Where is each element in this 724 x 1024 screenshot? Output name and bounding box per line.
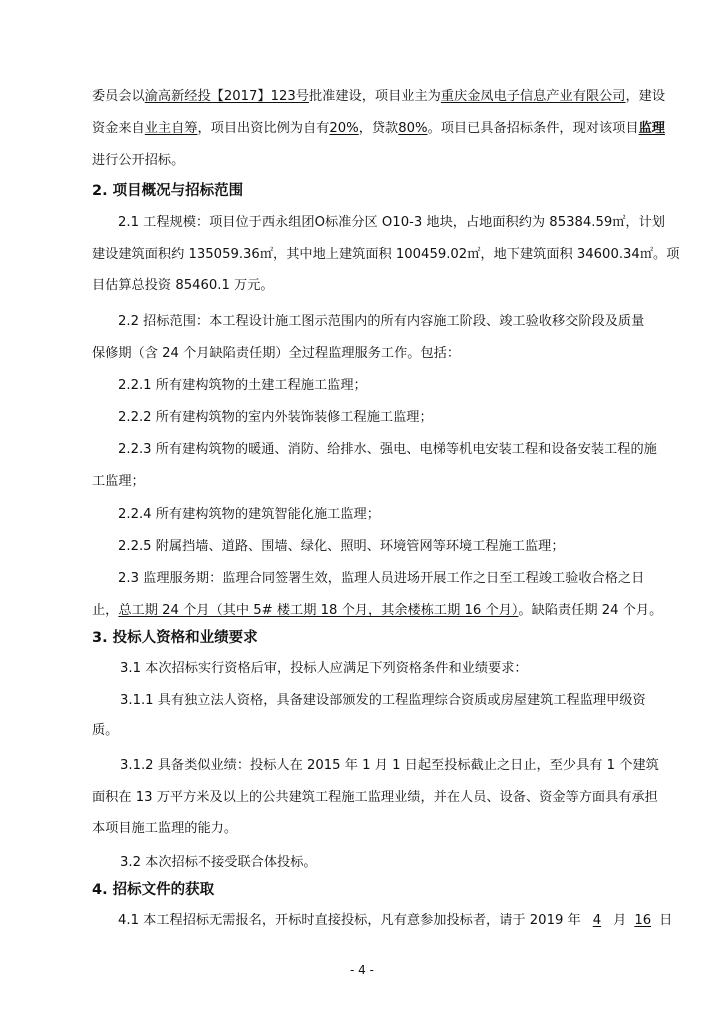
text-segment: 月: [613, 913, 627, 928]
scope-item-2-2-5: 2.2.5 附属挡墙、道路、围墙、绿化、照明、环境管网等环境工程施工监理；: [118, 539, 565, 554]
para1-line2: [92, 120, 665, 138]
project-owner: 重庆金凤电子信息产业有限公司: [440, 89, 626, 104]
approval-number: 渝高新经投【2017】123号: [144, 89, 309, 104]
scope-item-2-2-3-cont: 工监理；: [92, 474, 145, 489]
section2-line: 2.1 工程规模：项目位于西永组团O标准分区 O10-3 地块，占地面积约为 85384.59㎡，计划: [118, 215, 665, 230]
service-period: 2.3 监理服务期：监理合同签署生效，监理人员进场开展工作之日至工程竣工验收合格之日: [118, 571, 645, 586]
text-segment: 批准建设，项目业主为: [308, 89, 441, 104]
text-segment: 。项目已具备招标条件，现对该项目: [427, 121, 639, 136]
text-segment: 4.1 本工程招标无需报名，开标时直接投标，凡有意参加投标者，请于 2019 年: [118, 913, 581, 928]
joint-bid-note: 3.2 本次招标不接受联合体投标。: [120, 855, 317, 870]
section2-line: 建设建筑面积约 135059.36㎡，其中地上建筑面积 100459.02㎡，地下建筑面积 34600.34㎡。项: [92, 247, 680, 262]
section4-line: [118, 912, 672, 930]
qualification-3-1-2-cont: 本项目施工监理的能力。: [92, 821, 238, 836]
text-segment: ，贷款: [358, 121, 399, 136]
section3-line: 3.1 本次招标实行资格后审，投标人应满足下列资格条件和业绩要求：: [120, 661, 528, 676]
day-value: 16: [634, 913, 652, 928]
text-segment: 资金来自: [92, 121, 145, 136]
qualification-3-1-1: 3.1.1 具有独立法人资格，具备建设部颁发的工程监理综合资质或房屋建筑工程监理甲级资: [120, 693, 646, 708]
text-segment: ，项目出资比例为自有: [197, 121, 330, 136]
section2-line: 保修期（含 24 个月缺陷责任期）全过程监理服务工作。包括：: [92, 346, 461, 361]
own-ratio: 20%: [329, 121, 359, 136]
scope-item-2-2-3: 2.2.3 所有建构筑物的暖通、消防、给排水、强电、电梯等机电安装工程和设备安装工程的施: [118, 442, 657, 457]
scope-item-2-2-2: 2.2.2 所有建构筑物的室内外装饰装修工程施工监理；: [118, 410, 433, 425]
qualification-3-1-1-cont: 质。: [92, 723, 119, 738]
text-segment: 委员会以: [92, 89, 145, 104]
section2-line: 2.2 招标范围：本工程设计施工图示范围内的所有内容施工阶段、竣工验收移交阶段及质量: [118, 314, 645, 329]
service-period-cont: [92, 602, 662, 620]
section2-line: 目估算总投资 85460.1 万元。: [92, 278, 274, 293]
total-duration: 总工期 24 个月（其中 5# 楼工期 18 个月，其余楼栋工期 16 个月）: [118, 603, 519, 618]
scope-item-2-2-1: 2.2.1 所有建构筑物的土建工程施工监理；: [118, 378, 367, 393]
qualification-3-1-2-cont: 面积在 13 万平方米及以上的公共建筑工程施工监理业绩，并在人员、设备、资金等方面具有承担: [92, 790, 658, 805]
page-number: - 4 -: [350, 963, 374, 977]
section3-heading: 3. 投标人资格和业绩要求: [92, 630, 258, 646]
text-segment: 。缺陷责任期 24 个月。: [518, 603, 663, 618]
loan-ratio: 80%: [398, 121, 428, 136]
scope-item-2-2-4: 2.2.4 所有建构筑物的建筑智能化施工监理；: [118, 507, 380, 522]
para1-line1: [92, 88, 665, 106]
text-segment: ，建设: [625, 89, 666, 104]
qualification-3-1-2: 3.1.2 具备类似业绩：投标人在 2015 年 1 月 1 日起至投标截止之日止，至少具有 1 个建筑: [120, 758, 659, 773]
tender-subject: 监理: [638, 121, 665, 136]
section2-heading: 2. 项目概况与招标范围: [92, 183, 244, 199]
text-segment: 止，: [92, 603, 119, 618]
section4-heading: 4. 招标文件的获取: [92, 882, 215, 898]
para1-line3: 进行公开招标。: [92, 153, 185, 168]
fund-source: 业主自筹: [144, 121, 198, 136]
text-segment: 日: [659, 913, 673, 928]
month-value: 4: [592, 913, 602, 928]
